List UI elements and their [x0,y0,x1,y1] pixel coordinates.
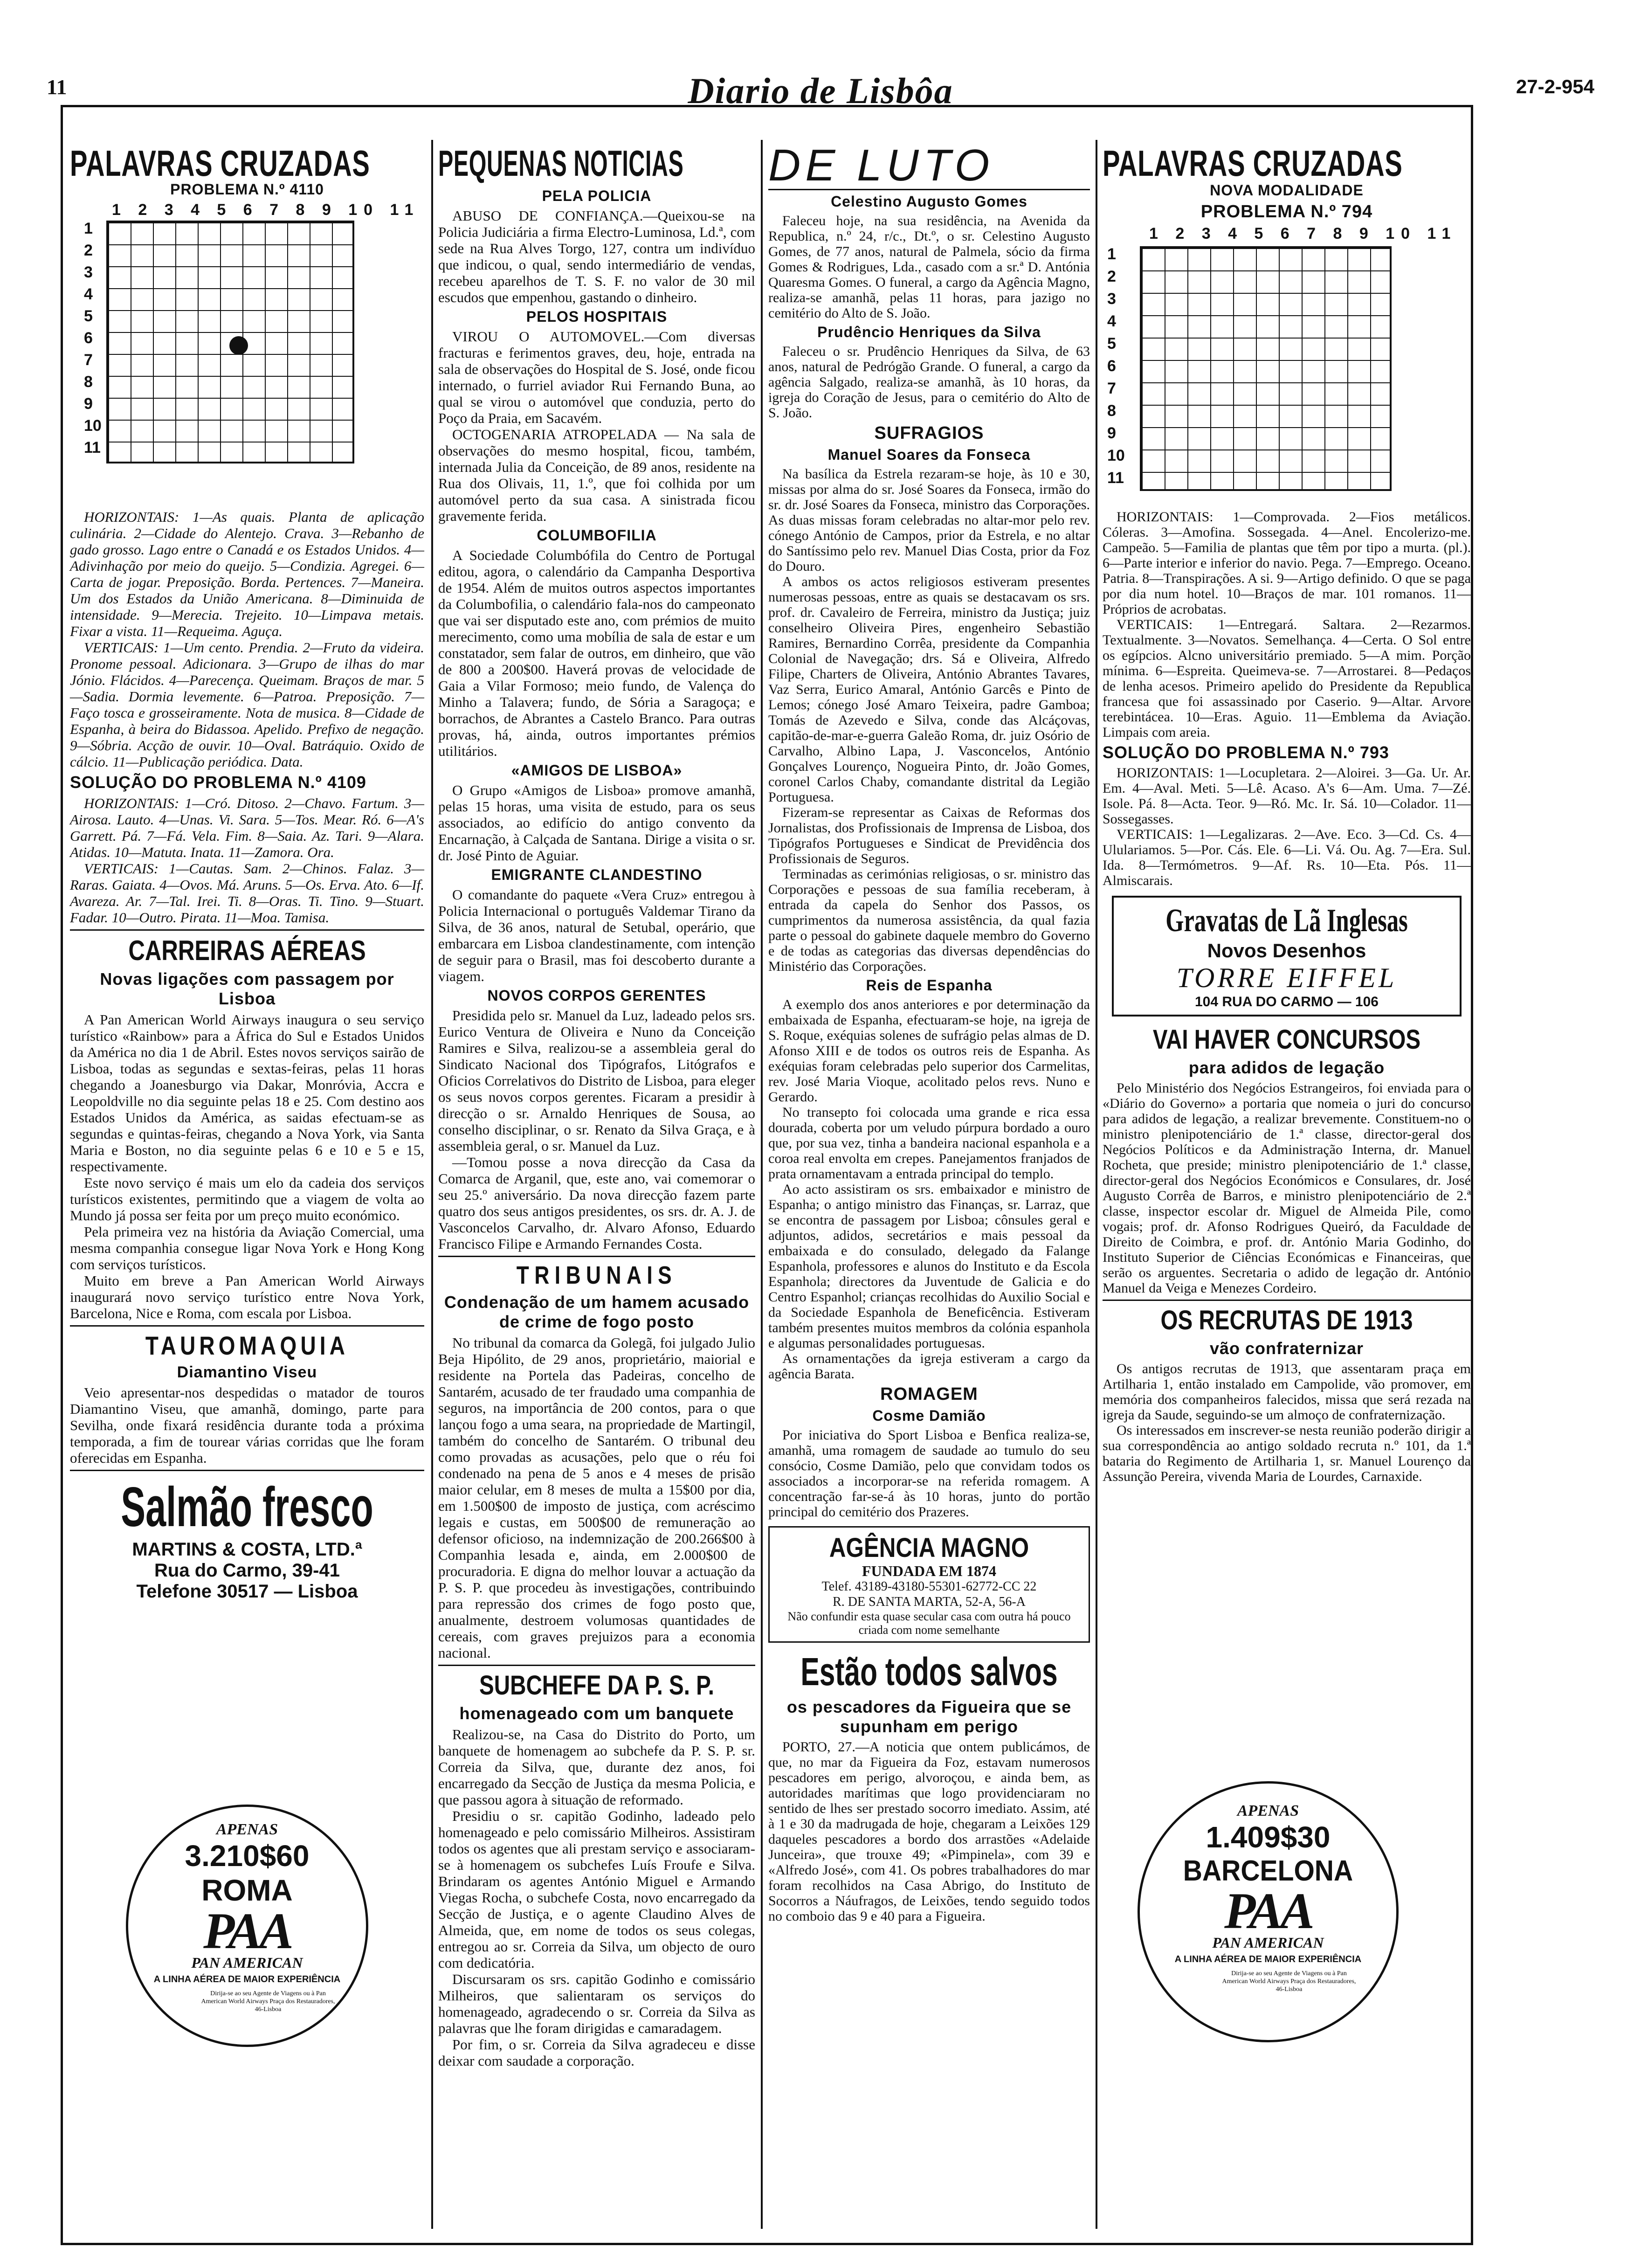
solution-title: SOLUÇÃO DO PROBLEMA N.º 4109 [70,773,366,792]
pan-am-logo: PAA [1224,1882,1312,1939]
ties-address: 104 RUA DO CARMO — 106 [1195,994,1379,1010]
obituary-paragraph: Na basílica da Estrela rezaram-se hoje, às 10 e 30, missas por alma do sr. José Soares da Fonseca, irmão do sr. dr. José Soares da Fonseca, ministro das Corporações. As duas missas foram celebradas no altar-mor pelo rev. cónego António de Campos, prior da Estrela, e no altar do Santíssimo pelo rev. Manuel Dias Costa, prior da Foz do Douro. [768,466,1090,574]
ties-shop: TORRE EIFFEL [1176,962,1397,993]
air-routes-paragraph: A Pan American World Airways inaugura o seu serviço turístico «Rainbow» para a África do Sul e Estados Unidos da América no dia 1 de Abril. Estes novos serviços sairão de Lisboa, todas as segundas e sextas-feiras, pelas 11 horas chegando a Joanesburgo via Dakar, Monróvia, Accra e Leopoldville no dia seguinte pelas 18 e 25. Com destino aos Estados Unidos da América, as saidas efectuam-se as segundas e quintas-feiras, chegando a Nova York, via Santa Maria e Boston, no dia seguinte pelas 6 e 10 e 5 e 15, respectivamente. [70,1011,424,1175]
obituary-paragraph: Ao acto assistiram os srs. embaixador e ministro de Espanha; o antigo ministro das Finanças, sr. Larraz, que se encontra de passagem por Lisboa; cônsules geral e adjuntos, adidos, secretários e mais pessoal da embaixada e do consulado, delegado da Falange Espanhola, professores e alunos do Instituto e da Escola Espanhola; directores da Juventude de Galicia e do Centro Espanhol; crianças recolhidas do Auxilio Social e da Sociedade Espanhola de Beneficência. Estiveram também presentes muitos membros da colónia espanhola e algumas personalidades portuguesas. [768,1182,1090,1351]
news-paragraph: Discursaram os srs. capitão Godinho e comissário Milheiros, que salientaram os serviços do homenageado, agradecendo o sr. Correia da Silva as palavras que lhe foram dirigidas e camaradagem. [438,1971,755,2036]
solution-horizontal: HORIZONTAIS: 1—Cró. Ditoso. 2—Chavo. Fartum. 3—Airosa. Lauto. 4—Unas. Vi. Sara. 5—Tos. Mear. Ró. 6—A's Garrett. Pá. 7—Fá. Vela. Fim. 8—Saia. Az. Tari. 9—Alara. Atidas. 10—Matuta. Inata. 11—Zamora. Ora. [70,795,424,860]
obituary-paragraph: Por iniciativa do Sport Lisboa e Benfica realiza-se, amanhã, uma romagem de saudade ao tumulo do seu consócio, Cosme Damião, pelo que convidam todos os associados a incorporar-se na referida romagem. A concentração far-se-á às 10 horas, junto do portão principal do cemitério dos Prazeres. [768,1427,1090,1520]
column-rule [761,140,763,2229]
news-paragraph: OCTOGENARIA ATROPELADA — Na sala de observações do mesmo hospital, ficou, também, internada Julia da Conceição, de 89 anos, residente na Rua dos Olivais, 11, 1.º, que foi colhida por um automóvel perto da sua casa. A sinistrada ficou gravemente ferida. [438,426,755,524]
magno-founded: FUNDADA EM 1874 [862,1563,996,1579]
section-stowaway: EMIGRANTE CLANDESTINO [491,866,703,883]
pan-am-address: Dirija-se ao seu Agente de Viagens ou à Pan American World Airways Praça dos Restauradores, 46-Lisboa [201,1990,335,2013]
crossword-title: PALAVRAS CRUZADAS [70,143,370,184]
column-obituaries [768,142,1090,1924]
ad-apenas: APENAS [216,1821,278,1838]
pilgrimage-title: ROMAGEM [880,1384,978,1404]
column-crossword [70,142,424,1602]
obituary-paragraph: Fizeram-se representar as Caixas de Reformas dos Jornalistas, dos Profissionais de Imprensa de Lisboa, dos Tipógrafos Portugueses e Sindicat de Previdência dos Profissionais de Seguros. [768,805,1090,866]
news-paragraph: Por fim, o sr. Correia da Silva agradeceu e disse deixar com saudade a corporação. [438,2036,755,2069]
news-paragraph: A Sociedade Columbófila do Centro de Portugal editou, agora, o calendário da Campanha Desportiva de 1954. Além de muitos outros aspectos importantes da Columbofilia, o calendário fala-nos do campeonato que vai ser disputado este ano, com prémios de muito merecimento, como uma mobília de sala de estar e um constatador, sem falar de outros, em dinheiro, que vão de 800 a 200$00. Haverá provas de velocidade de Gaia a Vilar Formoso; meio fundo, de Valença do Minho a Talavera; fundo, de Sória a Saragoça; e borrachos, de Abrantes a Castelo Branco. Para outras provas, há, ainda, outros importantes prémios utilitários. [438,547,755,759]
solution2-vertical: VERTICAIS: 1—Legalizaras. 2—Ave. Eco. 3—Cd. Cs. 4—Ululariamos. 5—Por. Cás. Ele. 6—Li. Vá. Ou. Ag. 7—Era. Sul. Ida. 8—Termómetros. 9—Af. Rs. 10—Eta. Pós. 11—Almiscarais. [1103,827,1471,888]
crossword2-clues-vertical: VERTICAIS: 1—Entregará. Saltara. 2—Rezarmos. Textualmente. 3—Novatos. Semelhança. 4—Certa. O Sol entre os egípcios. Alcno universitário premiado. 5—A mim. Porção mínima. 6—Espreita. Queimeva-se. 7—Arrostarei. 8—Pedaços de lenha acesos. Primeiro apelido do Presidente da Republica francesa que foi assassinado por Caserio. 9—Altar. Arvore terebintácea. 10—Eras. Aguio. 11—Emblema da Aviação. Limpais com areia. [1103,617,1471,740]
pan-am-rome-ad [126,1805,368,2047]
short-news-title: PEQUENAS NOTICIAS [438,143,684,184]
suffrages-title: SUFRAGIOS [874,423,984,443]
section-friends-lisbon: «AMIGOS DE LISBOA» [511,762,683,779]
grid-dot-marker [229,336,248,355]
column-rule [1096,140,1097,2229]
obituary-paragraph: A exemplo dos anos anteriores e por determinação da embaixada de Espanha, efectuaram-se hoje, na igreja de S. Roque, exéquias solenes de sufrágio pelas almas de D. Afonso XIII e de todos os outros reis de Espanha. As exéquias foram celebradas pelo superior dos Carmelitas, rev. José Maria Vioque, acolitado pelos revs. Nuno e Gerardo. [768,997,1090,1105]
news-paragraph: O comandante do paquete «Vera Cruz» entregou à Policia Internacional o português Valdemar Tirano da Silva, de 36 anos, natural de Setubal, operário, que embarcara em Lisboa clandestinamente, com intenção de seguir para o Brasil, mas foi descoberto durante a viagem. [438,886,755,984]
air-routes-paragraph: Este novo serviço é mais um elo da cadeia dos serviços turísticos existentes, permitindo que a viagem de volta ao Mundo já possa ser feita por um preço muito económico. [70,1175,424,1224]
magno-title: AGÊNCIA MAGNO [829,1533,1029,1563]
obituary-name: Prudêncio Henriques da Silva [817,324,1041,340]
crossword-problem: PROBLEMA N.º 4110 [170,181,324,198]
news-paragraph: VIROU O AUTOMOVEL.—Com diversas fracturas e ferimentos graves, deu, hoje, entrada na sala de observações do Hospital de S. José, onde ficou internado, o furriel aviador Rui Fernando Buna, ao qual se virou o automóvel que conduzia, perto do Poço da Praia, em Sacavém. [438,328,755,426]
section-police: PELA POLICIA [542,187,652,204]
agencia-magno-ad [768,1526,1090,1643]
ad-price: 1.409$30 [1206,1820,1331,1854]
column-short-news [438,142,755,2069]
newspaper-title: Diario de Lisbôa [688,70,953,111]
crossword2-col-numbers: 1 2 3 4 5 6 7 8 9 10 11 [1149,225,1457,242]
news-paragraph: —Tomou posse a nova direcção da Casa da Comarca de Arganil, que, este ano, vai comemorar o seu 25.º aniversário. Da nova direcção fazem parte quatro dos seus antigos presidentes, os srs. dr. A. J. de Vasconcelos Carvalho, dr. Alvaro Afonso, Eduardo Francisco Filipe e Armando Fernandes Costa. [438,1154,755,1252]
news-paragraph: Pelo Ministério dos Negócios Estrangeiros, foi enviada para o «Diário do Governo» a portaria que nomeia o juri do concurso para adidos de legação, a realizar brevemente. Constituem-no o ministro plenipotenciário de 1.ª classe, director-geral dos Negócios Políticos e da Administração Interna, dr. Manuel Rocheta, que preside; ministro plenipotenciário de 1.ª classe, director-geral dos Negócios Económicos e Consulares, dr. José Augusto Corrêa de Barros, e ministro plenipotenciário de 2.ª classe, inspector escolar dr. Miguel de Almeida Pile, como vogais; prof. dr. Afonso Rodrigues Queiró, da Faculdade de Direito de Coimbra, e prof. dr. António Maria Godinho, do Instituto Superior de Ciências Económicas e Financeiras, que serão os arguentes. Secretaria o adido de legação dr. António Manuel da Veiga e Menezes Cordeiro. [1103,1080,1471,1296]
pan-am-slogan: A LINHA AÉREA DE MAIOR EXPERIÊNCIA [153,1974,341,1984]
obituary-paragraph: Terminadas as cerimónias religiosas, o sr. ministro das Corporações e pessoas de sua família receberam, à entrada da capela do Senhor dos Passos, os cumprimentos da numerosa assistência, da qual fazia parte o pessoal do gabinete daquele membro do Governo e de todas as categorias das diversas dependências do Ministério das Corporações. [768,866,1090,974]
crossword2-row-numbers: 1 2 3 4 5 6 7 8 9 10 11 [1107,245,1125,487]
section-new-boards: NOVOS CORPOS GERENTES [487,987,706,1004]
rescued-subtitle: os pescadores da Figueira que se supunham em perigo [786,1697,1072,1736]
pan-am-slogan: A LINHA AÉREA DE MAIOR EXPERIÊNCIA [1174,1954,1362,1964]
news-paragraph: ABUSO DE CONFIANÇA.—Queixou-se na Policia Judiciária a firma Electro-Luminosa, Ld.ª, com sede na Rua Alves Torgo, 127, contra um indivíduo que indicou, o qual, sendo intermediário de vendas, recebeu aparelhos de T. S. F. no valor de 30 mil escudos que empenhou, gastando o dinheiro. [438,207,755,305]
pan-am-logo: PAA [203,1902,291,1959]
ad-apenas: APENAS [1237,1802,1299,1819]
air-routes-paragraph: Pela primeira vez na história da Aviação Comercial, uma mesma companhia consegue ligar Nova York e Hong Kong com serviços turísticos. [70,1224,424,1272]
ties-subtitle: Novos Desenhos [1207,940,1366,961]
section-pigeons: COLUMBOFILIA [537,527,657,544]
courts-subtitle: Condenação de um hamem acusado de crime de fogo posto [444,1293,750,1331]
crossword2-clues-horizontal: HORIZONTAIS: 1—Comprovada. 2—Fios metálicos. Cóleras. 3—Amofina. Sossegada. 4—Anel. Encolerizo-me. Campeão. 5—Familia de plantas que têm por tipo a murta. (pl.). 6—Parte interior e inferior do navio. Pega. 7—Emprego. Oceano. Patria. 8—Transpirações. A si. 9—Artigo definido. O que se paga por dia num hotel. 10—Braços de mar. 101 romanos. 11—Próprios de acrobatas. [1103,509,1471,617]
obituary-paragraph: Faleceu hoje, na sua residência, na Avenida da Republica, n.º 24, r/c., Dt.º, o sr. Celestino Augusto Gomes, de 77 anos, natural de Palmela, sócio da firma Gomes & Rodrigues, Lda., casado com a sr.ª D. Antónia Quaresma Gomes. O funeral, a cargo da Agência Magno, realiza-se amanhã, pelas 11 horas, para jazigo no cemitério do Alto de S. João. [768,213,1090,321]
kings-of-spain-title: Reis de Espanha [866,977,993,994]
crossword-clues-horizontal: HORIZONTAIS: 1—As quais. Planta de aplicação culinária. 2—Cidade do Alentejo. Crava. 3—Rebanho de gado grosso. Lago entre o Canadá e os Estados Unidos. 4—Adivinhação por meio do queijo. 5—Condizia. Agregei. 6—Carta de jogar. Preposição. Borda. Pertences. 7—Maneira. Um dos Estados da União Americana. 8—Diminuida de intensidade. 9—Merecia. Trejeito. 10—Limpava metais. Fixar a vista. 11—Requeima. Aguça. [70,509,424,639]
ad-price: 3.210$60 [185,1839,310,1873]
news-paragraph: PORTO, 27.—A noticia que ontem publicámos, de que, no mar da Figueira da Foz, estavam numerosos pescadores em perigo, alvoroçou, e ainda bem, as autoridades marítimas que logo providenciaram no sentido de lhes ser prestado socorro imediato. Assim, até à 1 e 30 da madrugada de hoje, chegaram a Leixões 129 daqueles pescadores a bordo dos arrastões «Adelaide Junceira», que trouxe 49; «Pimpinela», com 39 e «Alfredo José», com 41. Os pobres trabalhadores do mar foram recolhidos na Casa Abrigo, do Instituto de Socorros a Náufragos, de Leixões, tendo seguido todos no comboio das 9 e 40 para a Figueira. [768,1739,1090,1924]
ties-title: Gravatas de Lã Inglesas [1165,903,1408,939]
pilgrimage-name: Cosme Damião [872,1407,986,1424]
bullfight-title: TAUROMAQUIA [145,1331,349,1360]
suffrage-name: Manuel Soares da Fonseca [827,446,1031,463]
crossword2-title: PALAVRAS CRUZADAS [1103,143,1403,184]
crossword-clues-vertical: VERTICAIS: 1—Um cento. Prendia. 2—Fruto da videira. Pronome pessoal. Adicionara. 3—Grupo de ilhas do mar Jónio. Flácidos. 4—Parecença. Queimam. Braços de mar. 5—Sadia. Dormia levemente. 6—Patroa. Preposição. 7—Faço tosca e grosseiramente. Nota de musica. 8—Cidade de Espanha, à beira do Bidassoa. Apelido. Prefixo de negação. 9—Sóbria. Acção de ouvir. 10—Oval. Batráquio. Oxido de cálcio. 11—Publicação periódica. Data. [70,639,424,770]
air-routes-title: CARREIRAS AÉREAS [128,935,366,966]
pan-am-name: PAN AMERICAN [191,1954,303,1971]
obituary-name: Celestino Augusto Gomes [831,193,1027,210]
crossword2-subtitle: NOVA MODALIDADE [1210,182,1364,199]
recruits-subtitle: vão confraternizar [1209,1339,1364,1358]
courts-title: TRIBUNAIS [516,1261,677,1289]
news-paragraph: Presidiu o sr. capitão Godinho, ladeado pelo homenageado e pelo comissário Milheiros. Assistiram todos os agentes que ali prestam serviço e associaram-se à homenagem os subchefes Luís Froufe e Silva. Brindaram os agentes António Miguel e Armando Viegas Rocha, o subchefe Costa, novo encarregado da Secção de Justiça, e o agente Claudino Alves de Almeida, que, em nome de todos os seus colegas, entregou ao sr. Correia da Silva, um objecto de ouro com dedicatória. [438,1808,755,1971]
crossword2-puzzle [1103,225,1471,509]
issue-date: 27-2-954 [1516,76,1594,97]
salmon-ad-address: Rua do Carmo, 39-41 [154,1560,340,1581]
solution-vertical: VERTICAIS: 1—Cautas. Sam. 2—Chinos. Falaz. 3—Raras. Gaiata. 4—Ovos. Má. Aruns. 5—Os. Erva. Ato. 6—If. Avareza. Ar. 7—Tal. Irei. Ti. 8—Oras. Ti. Tino. 9—Stuart. Fadar. 10—Outro. Pirata. 11—Moa. Tamisa. [70,860,424,926]
news-paragraph: Realizou-se, na Casa do Distrito do Porto, um banquete de homenagem ao subchefe da P. S. P. sr. Correia da Silva, que, durante dez anos, foi encarregado da Secção de Justiça da mesma Policia, e que passou agora à situação de reformado. [438,1726,755,1808]
news-paragraph: Os interessados em inscrever-se nesta reunião poderão dirigir a sua correspondência ao antigo soldado recruta n.º 101, da 1.ª bataria do Regimento de Artilharia 1, sr. Manuel Lourenço da Assunção Pereira, vivenda Maria de Lourdes, Carnaxide. [1103,1423,1471,1484]
solution2-horizontal: HORIZONTAIS: 1—Locupletara. 2—Aloirei. 3—Ga. Ur. Ar. Em. 4—Aval. Meti. 5—Lê. Acaso. A's 6—Am. Uma. 7—Zé. Isole. Pá. 8—Acta. Teor. 9—Ró. Mc. Ir. Sá. 10—Colador. 11—Sossegasses. [1103,765,1471,827]
salmon-ad-company: MARTINS & COSTA, LTD.ª [132,1539,362,1560]
obituary-paragraph: No transepto foi colocada uma grande e rica essa dourada, coberta por um veludo púrpura bordado a ouro que, por sua vez, tinha a bandeira nacional espanhola e a coroa real envolta em crepes. Panejamentos franjados de prata ornamentavam a entrada principal do templo. [768,1105,1090,1182]
news-paragraph: Os antigos recrutas de 1913, que assentaram praça em Artilharia 1, então instalado em Campolide, vão promover, em memória dos companheiros falecidos, missa que será rezada na igreja da Saude, seguindo-se um almoço de confraternização. [1103,1361,1471,1423]
crossword2-problem: PROBLEMA N.º 794 [1200,202,1373,221]
psp-subtitle: homenageado com um banquete [459,1704,734,1723]
solution2-title: SOLUÇÃO DO PROBLEMA N.º 793 [1103,743,1389,762]
page-number: 11 [47,75,67,99]
air-routes-paragraph: Muito em breve a Pan American World Airways inaugurará novo serviço turístico entre Nova York, Barcelona, Nice e Roma, com escala por Lisboa. [70,1272,424,1321]
ad-destination: ROMA [201,1874,293,1907]
obituary-paragraph: A ambos os actos religiosos estiveram presentes numerosas pessoas, entre as quais se destacavam os srs. prof. dr. Cavaleiro de Ferreira, ministro da Justiça; juiz conselheiro Oliveira Pires, engenheiro Sebastião Ramires, Bernardino Corrêa, presidente da Companhia Colonial de Navegação; drs. Sá e Oliveira, Alfredo Filipe, Charters de Oliveira, António Abrantes Tavares, Vaz Serra, Eurico Amaral, António Garcês e Pinto de Lemos; cónego José Amaro Teixeira, padre Gamboa; Tomás de Azevedo e Silva, conde das Alcáçovas, capitão-de-mar-e-guerra Galeão Roma, dr. juiz Osório de Carvalho, Albino Lapa, J. Vasconcelos, António Gonçalves Lourenço, Nogueira Pinto, dr. João Gomes, coronel Carlos Chaby, comandante distrital da Legião Portuguesa. [768,574,1090,805]
crossword-col-numbers: 1 2 3 4 5 6 7 8 9 10 11 [112,201,420,219]
crossword-row-numbers: 1 2 3 4 5 6 7 8 9 10 11 [84,220,102,456]
bullfight-paragraph: Veio apresentar-nos despedidas o matador de touros Diamantino Viseu, que amanhã, domingo, parte para Sevilha, onde fixará residência durante toda a próxima temporada, a fim de tourear várias corridas que lhe foram oferecidas em Espanha. [70,1384,424,1466]
crossword-puzzle [70,201,424,509]
magno-phones: Telef. 43189-43180-55301-62772-CC 22 [821,1579,1037,1594]
rescued-title: Estão todos salvos [800,1650,1058,1694]
pan-am-address: Dirija-se ao seu Agente de Viagens ou à Pan American World Airways Praça dos Restauradores, 46-Lisboa [1222,1970,1356,1993]
column-rule [431,140,433,2229]
pan-am-barcelona-ad [1138,1781,1399,2042]
magno-address: R. DE SANTA MARTA, 52-A, 56-A [833,1595,1026,1609]
ties-ad [1112,896,1462,1016]
air-routes-subtitle: Novas ligações com passagem por Lisboa [100,969,394,1008]
bullfight-subtitle: Diamantino Viseu [177,1363,317,1381]
salmon-ad-phone: Telefone 30517 — Lisboa [136,1581,358,1602]
contests-title: VAI HAVER CONCURSOS [1152,1024,1421,1055]
crossword2-grid [1140,246,1392,491]
news-paragraph: No tribunal da comarca da Golegã, foi julgado Julio Beja Hipólito, de 29 anos, proprietário, maiorial e residente na Portela das Padeiras, concelho de Santarém, acusado de ter fraudado uma companhia de seguros, na importância de 200 contos, para o que lançou fogo a uma seara, na propriedade de Martingil, também do concelho de Santarém. O tribunal deu como provadas as acusações, pelo que o réu foi condenado na pena de 5 anos e 4 meses de prisão maior celular, em 8 meses de multa a 15$00 por dia, em 1.500$00 de imposto de justiça, com acréscimo legais e custas, em 500$00 de remuneração ao defensor oficioso, na indemnização de 200.266$00 à Companhia lesada e, ainda, em 2.000$00 de procuradoria. E digna do melhor louvar a actuação da P. S. P. que procedeu às investigações, contribuindo para repressão dos crimes de fogo posto que, anualmente, destroem volumosas quantidades de cereais, com graves prejuizos para a economia nacional. [438,1335,755,1661]
obituary-paragraph: Faleceu o sr. Prudêncio Henriques da Silva, de 63 anos, natural de Pedrógão Grande. O funeral, a cargo da agência Salgado, realiza-se amanhã, às 10 horas, da igreja do Coração de Jesus, para o cemitério do Alto de S. João. [768,344,1090,421]
section-hospitals: PELOS HOSPITAIS [526,308,668,325]
column-crossword-new [1103,142,1471,1484]
obituary-paragraph: As ornamentações da igreja estiveram a cargo da agência Barata. [768,1351,1090,1382]
pan-am-name: PAN AMERICAN [1212,1934,1324,1951]
contests-subtitle: para adidos de legação [1188,1058,1385,1077]
news-paragraph: O Grupo «Amigos de Lisboa» promove amanhã, pelas 15 horas, uma visita de estudo, para os seus associados, ao edifício do antigo convento da Encarnação, à Calçada de Santana. Dirige a visita o sr. dr. José Pinto de Aguiar. [438,782,755,864]
ad-destination: BARCELONA [1183,1855,1353,1887]
salmon-ad-title: Salmão fresco [121,1476,373,1538]
recruits-title: OS RECRUTAS DE 1913 [1160,1305,1413,1335]
magno-notice: Não confundir esta quase secular casa com outra há pouco criada com nome semelhante [787,1610,1071,1637]
psp-title: SUBCHEFE DA P. S. P. [479,1670,714,1701]
obituaries-title: DE LUTO [768,140,994,190]
news-paragraph: Presidida pelo sr. Manuel da Luz, ladeado pelos srs. Eurico Ventura de Oliveira e Nuno da Conceição Ramires e Silva, realizou-se a assembleia geral do Sindicato Nacional dos Tipógrafos, Litógrafos e Oficios Correlativos do Distrito de Lisboa, para eleger os seus novos corpos gerentes. Ficaram a presidir à direcção o sr. Arnaldo Henriques de Sousa, ao conselho disciplinar, o sr. Renato da Silva Graça, e à assembleia geral, o sr. Manuel da Luz. [438,1007,755,1154]
